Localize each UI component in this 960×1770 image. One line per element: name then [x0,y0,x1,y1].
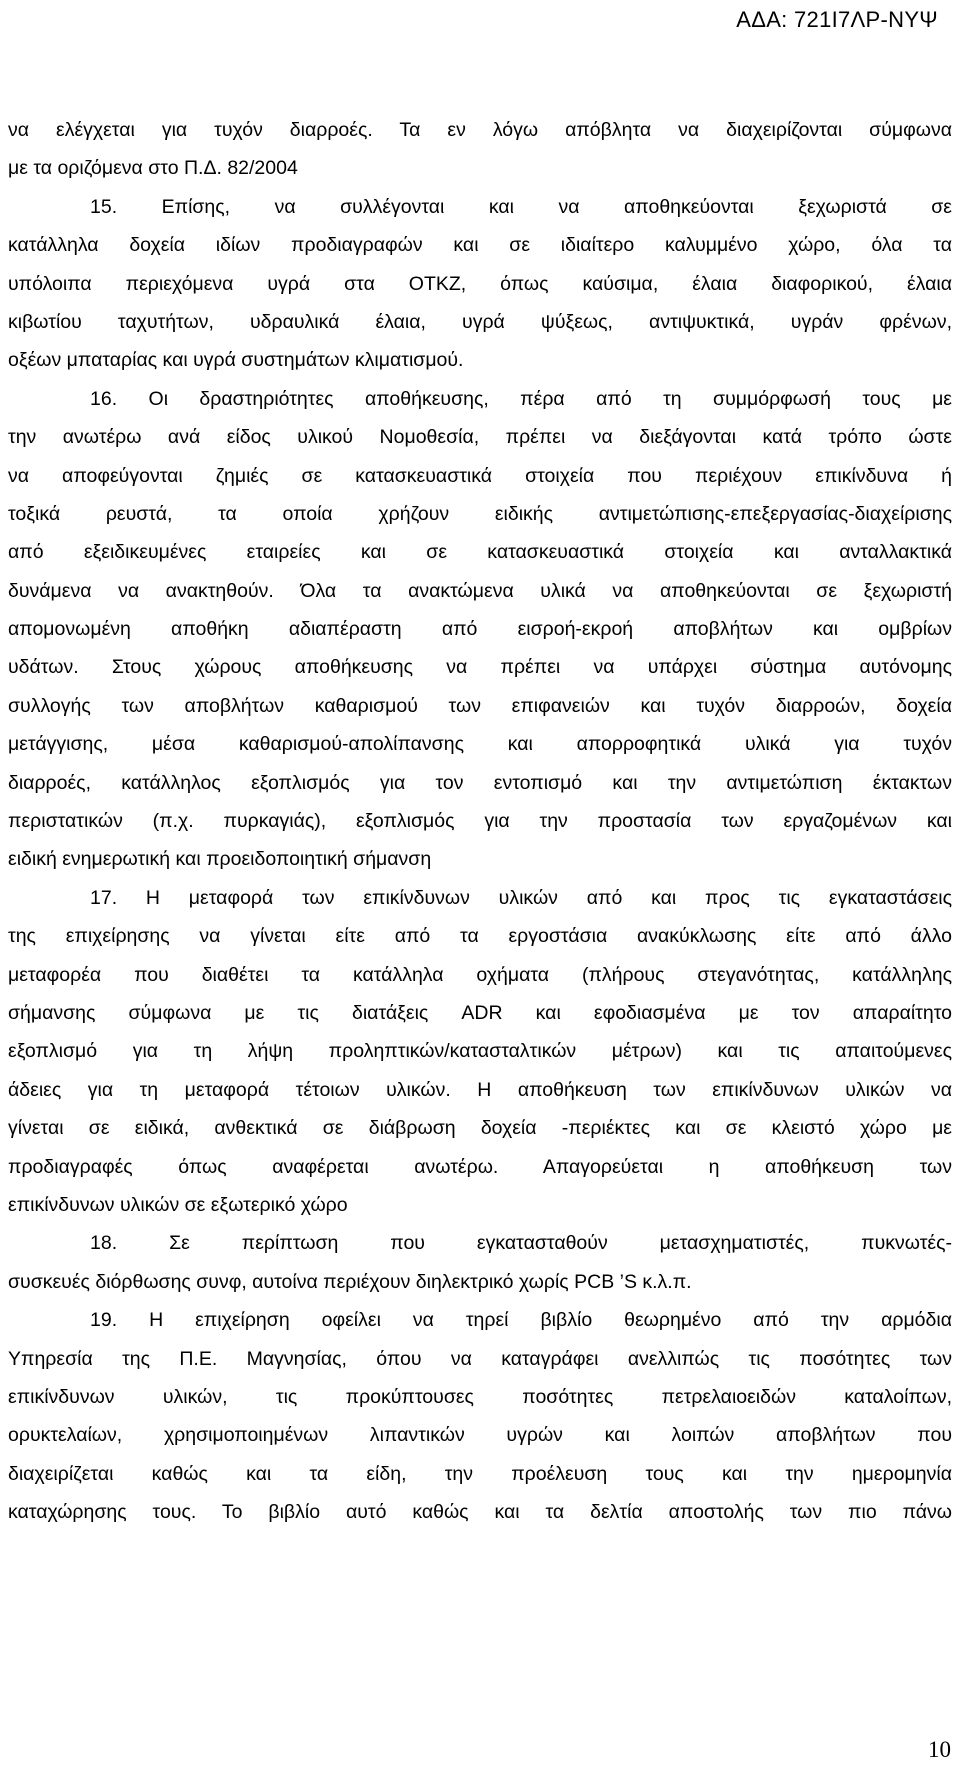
text-line: υδάτων. Στους χώρους αποθήκευσης να πρέπει να υπάρχει σύστημα αυτόνομης [8,656,952,679]
text-line: 16. Οι δραστηριότητες αποθήκευσης, πέρα από τη συμμόρφωσή τους με [90,387,952,410]
text-line: την ανωτέρω ανά είδος υλικού Νομοθεσία, πρέπει να διεξάγονται κατά τρόπο ώστε [8,426,952,449]
text-line: κατάλληλα δοχεία ιδίων προδιαγραφών και σε ιδιαίτερο καλυμμένο χώρο, όλα τα [8,234,952,257]
text-line: μεταφορέα που διαθέτει τα κατάλληλα οχήματα (πλήρους στεγανότητας, κατάλληλης [8,963,952,986]
text-line: συσκευές διόρθωσης συνφ, αυτοίνα περιέχουν διηλεκτρικό χωρίς PCB ’S κ.λ.π. [8,1270,692,1293]
text-line: περιστατικών (π.χ. πυρκαγιάς), εξοπλισμός για την προστασία των εργαζομένων και [8,810,952,833]
text-line: 15. Επίσης, να συλλέγονται και να αποθηκεύονται ξεχωριστά σε [90,195,952,218]
text-line: μετάγγισης, μέσα καθαρισμού-απολίπανσης και απορροφητικά υλικά για τυχόν [8,733,952,756]
text-line: διαρροές, κατάλληλος εξοπλισμός για τον εντοπισμό και την αντιμετώπιση έκτακτων [8,771,952,794]
text-line: άδειες για τη μεταφορά τέτοιων υλικών. Η αποθήκευση των επικίνδυνων υλικών να [8,1078,952,1101]
text-line: υπόλοιπα περιεχόμενα υγρά στα ΟΤΚΖ, όπως καύσιμα, έλαια διαφορικού, έλαια [8,272,952,295]
text-line: συλλογής των αποβλήτων καθαρισμού των επιφανειών και τυχόν διαρροών, δοχεία [8,694,952,717]
text-line: της επιχείρησης να γίνεται είτε από τα εργοστάσια ανακύκλωσης είτε από άλλο [8,925,952,948]
text-line: κιβωτίου ταχυτήτων, υδραυλικά έλαια, υγρά ψύξεως, αντιψυκτικά, υγράν φρένων, [8,310,952,333]
text-line: Υπηρεσία της Π.Ε. Μαγνησίας, όπου να καταγράφει ανελλιπώς τις ποσότητες των [8,1347,952,1370]
text-line: απομονωμένη αποθήκη αδιαπέραστη από εισροή-εκροή αποβλήτων και ομβρίων [8,618,952,641]
text-line: επικίνδυνων υλικών, τις προκύπτουσες ποσότητες πετρελαιοειδών καταλοίπων, [8,1385,952,1408]
ada-header: ΑΔΑ: 721Ι7ΛΡ-ΝΥΨ [736,7,938,32]
text-line: προδιαγραφές όπως αναφέρεται ανωτέρω. Απαγορεύεται η αποθήκευση των [8,1155,952,1178]
text-line: διαχειρίζεται καθώς και τα είδη, την προέλευση τους και την ημερομηνία [8,1462,952,1485]
text-line: καταχώρησης τους. Το βιβλίο αυτό καθώς και τα δελτία αποστολής των πιο πάνω [8,1501,952,1524]
text-line: 17. Η μεταφορά των επικίνδυνων υλικών από και προς τις εγκαταστάσεις [90,886,952,909]
text-line: εξοπλισμό για τη λήψη προληπτικών/κατασταλτικών μέτρων) και τις απαιτούμενες [8,1040,952,1063]
text-line: οξέων μπαταρίας και υγρά συστημάτων κλιματισμού. [8,349,464,372]
page-number: 10 [928,1737,951,1762]
text-line: επικίνδυνων υλικών σε εξωτερικό χώρο [8,1193,348,1216]
text-line: ορυκτελαίων, χρησιμοποιημένων λιπαντικών υγρών και λοιπών αποβλήτων που [8,1424,952,1447]
text-line: από εξειδικευμένες εταιρείες και σε κατασκευαστικά στοιχεία και ανταλλακτικά [8,541,952,564]
text-line: δυνάμενα να ανακτηθούν. Όλα τα ανακτώμενα υλικά να αποθηκεύονται σε ξεχωριστή [8,579,952,602]
text-line: 18. Σε περίπτωση που εγκατασταθούν μετασχηματιστές, πυκνωτές- [90,1232,952,1255]
document-body [0,111,960,1531]
text-line: ειδική ενημερωτική και προειδοποιητική σήμανση [8,848,432,871]
text-line: να ελέγχεται για τυχόν διαρροές. Τα εν λόγω απόβλητα να διαχειρίζονται σύμφωνα [8,119,952,141]
text-line: σήμανσης σύμφωνα με τις διατάξεις ADR και εφοδιασμένα με τον απαραίτητο [8,1001,952,1024]
text-line: γίνεται σε ειδικά, ανθεκτικά σε διάβρωση δοχεία -περιέκτες και σε κλειστό χώρο με [8,1117,952,1140]
text-line: 19. Η επιχείρηση οφείλει να τηρεί βιβλίο θεωρημένο από την αρμόδια [90,1309,952,1332]
text-line: με τα οριζόμενα στο Π.Δ. 82/2004 [8,157,298,180]
text-line: τοξικά ρευστά, τα οποία χρήζουν ειδικής αντιμετώπισης-επεξεργασίας-διαχείρισης [8,502,952,525]
text-line: να αποφεύγονται ζημιές σε κατασκευαστικά στοιχεία που περιέχουν επικίνδυνα ή [8,464,952,487]
